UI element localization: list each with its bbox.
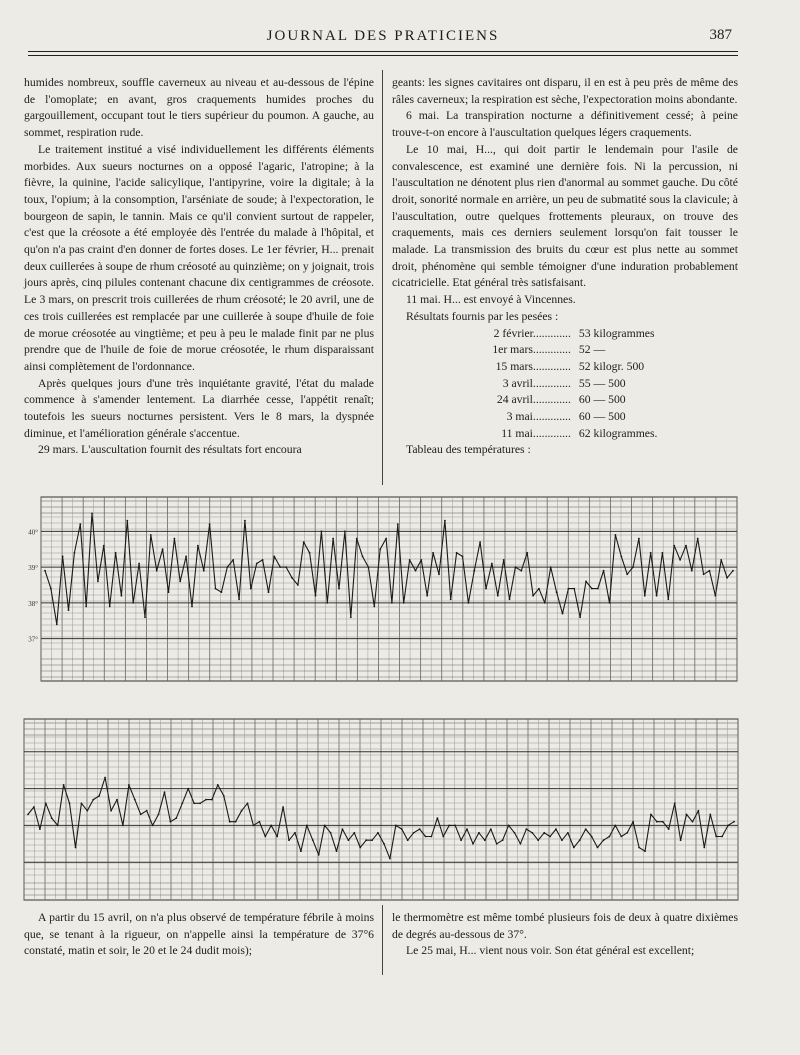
- temperature-point: [456, 552, 458, 554]
- temperature-point: [156, 570, 158, 572]
- temperature-point: [401, 828, 403, 830]
- temperature-point: [179, 581, 181, 583]
- paragraph: Le traitement institué a visé individuellement les différents éléments morbides. Aux sueurs nocturnes on a opposé l'agaric, l'atropine; à la fièvre, la quinine, l'acide salicylique, l'antipyrine, voire la digitale; à la toux, l'opium; à la consomption, l'arséniate de soude; à l'expectoration, le bourgeon de sapin, le tannin. Mais ce qu'il convient surtout de rappeler, c'est que la créosote a été employée dès l'entrée du malade à l'hôpital, et qu'on n'a pas craint d'en donner de fortes doses. Le 1er février, H... prenait deux cuillerées à soupe de rhum créosoté au quinzième; on y joignait, trois jours après, cinq pilules contenant chacune dix centigrammes de créosote. Le 3 mars, on prescrit trois cuillerées de rhum créosoté; le 20 avril, une de ces trois cuillerées est remplacée par une cuillerée à soupe d'huile de foie de morue créosotée au vingtième; et peu à peu le malade finit par ne plus prendre que de l'huile de foie de morue créosotée, le rhum disparaissant ainsi complètement de l'ordonnance.: [24, 142, 374, 373]
- temperature-point: [103, 545, 105, 547]
- temperature-point: [733, 821, 735, 823]
- temperature-point: [466, 828, 468, 830]
- temperature-point: [407, 839, 409, 841]
- temperature-point: [199, 802, 201, 804]
- temperature-point: [356, 538, 358, 540]
- temperature-point: [321, 530, 323, 532]
- temperature-point: [336, 850, 338, 852]
- temperature-point: [515, 566, 517, 568]
- temperature-point: [561, 839, 563, 841]
- temperature-point: [92, 799, 94, 801]
- temperature-point: [403, 602, 405, 604]
- temperature-point: [573, 847, 575, 849]
- weight-date: 2 février.............: [493, 326, 571, 340]
- temperature-point: [543, 832, 545, 834]
- temperature-point: [285, 566, 287, 568]
- temperature-point: [368, 566, 370, 568]
- paragraph: Résultats fournis par les pesées :: [406, 309, 559, 323]
- temperature-point: [306, 825, 308, 827]
- temperature-point: [203, 570, 205, 572]
- temperature-point: [556, 591, 558, 593]
- temperature-point: [223, 795, 225, 797]
- temperature-point: [238, 598, 240, 600]
- temperature-point: [91, 513, 93, 515]
- temperature-point: [562, 613, 564, 615]
- temperature-point: [395, 825, 397, 827]
- temperature-point: [97, 581, 99, 583]
- temperature-point: [397, 523, 399, 525]
- weight-value: 53 kilogrammes: [578, 326, 655, 340]
- temperature-point: [221, 591, 223, 593]
- weight-value: 55 — 500: [578, 376, 626, 390]
- temperature-point: [567, 832, 569, 834]
- temperature-point: [297, 584, 299, 586]
- temperature-chart-1: [28, 495, 739, 683]
- temperature-point: [503, 559, 505, 561]
- temperature-point: [531, 832, 533, 834]
- temperature-point: [638, 847, 640, 849]
- temperature-point: [338, 588, 340, 590]
- temperature-point: [603, 839, 605, 841]
- temperature-point: [57, 825, 59, 827]
- temperature-point: [709, 814, 711, 816]
- temperature-point: [662, 821, 664, 823]
- temperature-point: [45, 802, 47, 804]
- temperature-point: [502, 839, 504, 841]
- temperature-point: [732, 570, 734, 572]
- paragraph: Après quelques jours d'une très inquiétante gravité, l'état du malade commence à s'amender lentement. La diarrhée cesse, l'appétit renaît; toutefois les sueurs nocturnes persistent. Vers le 8 mars, la dyspnée diminue, et l'amélioration générale s'accentue.: [24, 376, 374, 440]
- y-tick-label: 37°: [28, 635, 38, 644]
- temperature-point: [609, 836, 611, 838]
- temperature-point: [509, 598, 511, 600]
- temperature-point: [538, 588, 540, 590]
- temperature-point: [425, 836, 427, 838]
- temperature-point: [520, 570, 522, 572]
- temperature-point: [110, 810, 112, 812]
- weight-row: [392, 342, 738, 359]
- temperature-point: [205, 799, 207, 801]
- temperature-point: [662, 552, 664, 554]
- temperature-point: [673, 545, 675, 547]
- temperature-point: [75, 847, 77, 849]
- temperature-point: [27, 814, 29, 816]
- temperature-point: [79, 523, 81, 525]
- temperature-point: [680, 839, 682, 841]
- temperature-point: [377, 832, 379, 834]
- temperature-point: [473, 570, 475, 572]
- y-tick-label: 40°: [28, 528, 38, 537]
- temperature-point: [63, 784, 65, 786]
- temperature-point: [709, 570, 711, 572]
- temperature-point: [721, 836, 723, 838]
- paragraph: geants: les signes cavitaires ont disparu, il en est à peu près de même des râles caverneux; la respiration est sèche, l'expectoration moins abondante.: [392, 76, 738, 106]
- temperature-point: [276, 836, 278, 838]
- temperature-point: [229, 821, 231, 823]
- temperature-point: [68, 609, 70, 611]
- temperature-point: [579, 616, 581, 618]
- temperature-point: [597, 847, 599, 849]
- temperature-point: [342, 828, 344, 830]
- paragraph: Le 10 mai, H..., qui doit partir le lendemain pour l'asile de convalescence, est examiné une dernière fois. Ni la percussion, ni l'auscultation ne dénotent plus rien d'anormal au sommet gauche. Du côté droit, sonorité normale en arrière, un peu de submatité sous la clavicule; à l'auscultation, outre quelques frottements pleuraux, on trouve des craquements, mais ces derniers seulement lorsqu'on fait tousser le malade. La transmission des bruits du cœur est plus nette au sommet droit, phénomène qui semble témoigner d'une induration probablement cicatricielle. Etat général très satisfaisant.: [392, 142, 738, 290]
- temperature-point: [632, 821, 634, 823]
- weight-row: [392, 376, 738, 393]
- temperature-point: [81, 802, 83, 804]
- temperature-point: [332, 538, 334, 540]
- temperature-point: [383, 843, 385, 845]
- temperature-point: [291, 577, 293, 579]
- temperature-point: [268, 591, 270, 593]
- paragraph: A partir du 15 avril, on n'a plus observé de température fébrile à moins que, se tenant à la rigueur, on n'appelle ainsi la température de 37°6 constaté, matin et soir, le 20 et le 24 dudit mois);: [24, 911, 374, 958]
- temperature-point: [50, 588, 52, 590]
- temperature-point: [138, 563, 140, 565]
- temperature-point: [116, 799, 118, 801]
- temperature-point: [115, 552, 117, 554]
- temperature-point: [211, 799, 213, 801]
- temperature-point: [162, 548, 164, 550]
- temperature-point: [279, 566, 281, 568]
- temperature-point: [365, 839, 367, 841]
- temperature-point: [362, 556, 364, 558]
- temperature-point: [579, 839, 581, 841]
- temperature-point: [62, 556, 64, 558]
- temperature-point: [350, 616, 352, 618]
- temperature-point: [497, 595, 499, 597]
- temperature-point: [491, 563, 493, 565]
- temperature-point: [420, 559, 422, 561]
- paragraph: Le 25 mai, H... vient nous voir. Son état général est excellent;: [406, 944, 695, 958]
- weight-row: [392, 392, 738, 409]
- temperature-point: [726, 577, 728, 579]
- temperature-point: [520, 843, 522, 845]
- temperature-point: [56, 624, 58, 626]
- temperature-point: [158, 814, 160, 816]
- page-header: [28, 22, 738, 52]
- temperature-point: [632, 566, 634, 568]
- temperature-point: [140, 814, 142, 816]
- temperature-chart-2: [20, 717, 740, 902]
- temperature-point: [715, 836, 717, 838]
- weight-value: 62 kilogrammes.: [578, 426, 658, 440]
- weight-row: [392, 426, 738, 443]
- temperature-point: [33, 806, 35, 808]
- temperature-point: [544, 602, 546, 604]
- temperature-point: [650, 814, 652, 816]
- paragraph: le thermomètre est même tombé plusieurs fois de deux à quatre dixièmes de degrés au-dessous de 37°.: [392, 911, 738, 941]
- temperature-point: [294, 832, 296, 834]
- temperature-point: [532, 595, 534, 597]
- temperature-point: [686, 814, 688, 816]
- temperature-point: [409, 559, 411, 561]
- temperature-point: [609, 602, 611, 604]
- y-tick-label: 39°: [28, 564, 38, 573]
- temperature-point: [585, 581, 587, 583]
- temperature-point: [232, 559, 234, 561]
- paragraph: Tableau des températures :: [406, 443, 531, 457]
- temperature-point: [253, 825, 255, 827]
- temperature-point: [247, 802, 249, 804]
- temperature-point: [241, 810, 243, 812]
- temperature-point: [348, 839, 350, 841]
- temperature-point: [727, 825, 729, 827]
- temperature-point: [508, 825, 510, 827]
- temperature-point: [191, 606, 193, 608]
- temperature-point: [478, 832, 480, 834]
- temperature-point: [715, 595, 717, 597]
- temperature-point: [615, 534, 617, 536]
- temperature-point: [391, 602, 393, 604]
- temperature-point: [344, 530, 346, 532]
- header-rule-double: [28, 55, 738, 56]
- temperature-point: [98, 795, 100, 797]
- paragraph: 11 mai. H... est envoyé à Vincennes.: [406, 293, 576, 307]
- temperature-point: [379, 548, 381, 550]
- temperature-point: [282, 806, 284, 808]
- temperature-point: [437, 817, 439, 819]
- temperature-point: [656, 821, 658, 823]
- weight-value: 52 —: [578, 343, 606, 357]
- temperature-point: [250, 588, 252, 590]
- temperature-point: [69, 802, 71, 804]
- temperature-point: [549, 836, 551, 838]
- temperature-point: [626, 573, 628, 575]
- temperature-chart-1-svg: [28, 495, 739, 683]
- temperature-point: [146, 810, 148, 812]
- temperature-point: [150, 534, 152, 536]
- temperature-point: [373, 606, 375, 608]
- temperature-point: [614, 825, 616, 827]
- temperature-point: [288, 839, 290, 841]
- temperature-point: [353, 832, 355, 834]
- journal-title: JOURNAL DES PRATICIENS: [266, 28, 500, 44]
- temperature-point: [259, 821, 261, 823]
- page-number: 387: [709, 27, 732, 43]
- temperature-point: [692, 821, 694, 823]
- temperature-point: [318, 854, 320, 856]
- temperature-point: [181, 802, 183, 804]
- temperature-point: [667, 598, 669, 600]
- temperature-point: [300, 850, 302, 852]
- temperature-point: [215, 588, 217, 590]
- weight-row: [392, 359, 738, 376]
- temperature-point: [326, 602, 328, 604]
- temperature-point: [462, 556, 464, 558]
- temperature-point: [85, 606, 87, 608]
- temperature-point: [448, 825, 450, 827]
- temperature-point: [550, 566, 552, 568]
- temperature-point: [109, 606, 111, 608]
- paragraph: 29 mars. L'auscultation fournit des résultats fort encoura: [38, 443, 302, 457]
- weight-date: 3 mai.............: [506, 410, 571, 424]
- weight-date: 11 mai.............: [501, 426, 571, 440]
- bottom-left-column: [24, 910, 374, 960]
- temperature-point: [185, 556, 187, 558]
- temperature-point: [668, 828, 670, 830]
- temperature-point: [468, 602, 470, 604]
- temperature-point: [703, 573, 705, 575]
- temperature-point: [431, 836, 433, 838]
- temperature-point: [644, 850, 646, 852]
- weights-table: [392, 326, 738, 443]
- temperature-point: [385, 538, 387, 540]
- temperature-point: [472, 843, 474, 845]
- temperature-point: [126, 520, 128, 522]
- temperature-point: [104, 777, 106, 779]
- temperature-point: [264, 836, 266, 838]
- temperature-point: [164, 791, 166, 793]
- temperature-point: [454, 825, 456, 827]
- temperature-point: [44, 570, 46, 572]
- temperature-point: [603, 570, 605, 572]
- temperature-point: [419, 828, 421, 830]
- temperature-point: [644, 595, 646, 597]
- temperature-point: [490, 828, 492, 830]
- temperature-point: [485, 588, 487, 590]
- temperature-point: [496, 843, 498, 845]
- temperature-point: [168, 591, 170, 593]
- temperature-point: [720, 559, 722, 561]
- temperature-point: [537, 839, 539, 841]
- temperature-point: [691, 570, 693, 572]
- weight-value: 60 — 500: [578, 393, 626, 407]
- temperature-point: [226, 566, 228, 568]
- temperature-point: [371, 839, 373, 841]
- temperature-point: [39, 828, 41, 830]
- weight-date: 15 mars.............: [495, 359, 571, 373]
- right-column: [392, 75, 738, 459]
- temperature-point: [526, 828, 528, 830]
- temperature-point: [591, 836, 593, 838]
- weight-date: 24 avril.............: [496, 393, 571, 407]
- temperature-point: [415, 570, 417, 572]
- temperature-point: [698, 810, 700, 812]
- temperature-point: [514, 832, 516, 834]
- temperature-point: [484, 839, 486, 841]
- weight-row: [392, 409, 738, 426]
- temperature-point: [209, 523, 211, 525]
- temperature-point: [128, 784, 130, 786]
- temperature-point: [312, 839, 314, 841]
- temperature-point: [426, 595, 428, 597]
- header-rule: [28, 51, 738, 52]
- y-tick-label: 38°: [28, 599, 38, 608]
- temperature-point: [273, 556, 275, 558]
- temperature-point: [626, 832, 628, 834]
- temperature-point: [134, 799, 136, 801]
- temperature-point: [674, 802, 676, 804]
- temperature-point: [650, 552, 652, 554]
- temperature-point: [697, 538, 699, 540]
- temperature-point: [174, 538, 176, 540]
- bottom-right-column: [392, 910, 738, 960]
- paragraph: humides nombreux, souffle caverneux au niveau et au-dessous de l'épine de l'omoplate; en avant, gros craquements humides proches du gargouillement, occupant tout le tiers supérieur du poumon. A gauche, au sommet, respiration rude.: [24, 76, 374, 140]
- temperature-point: [432, 552, 434, 554]
- temperature-point: [591, 588, 593, 590]
- paragraph: 6 mai. La transpiration nocturne a définitivement cessé; à peine trouve-t-on encore à l'auscultation quelques légers craquements.: [392, 109, 738, 140]
- temperature-point: [152, 825, 154, 827]
- temperature-point: [324, 825, 326, 827]
- temperature-point: [74, 552, 76, 554]
- temperature-point: [359, 847, 361, 849]
- temperature-point: [175, 817, 177, 819]
- temperature-point: [703, 847, 705, 849]
- weight-date: 3 avril.............: [502, 376, 571, 390]
- temperature-point: [303, 541, 305, 543]
- column-divider: [382, 905, 383, 975]
- temperature-point: [132, 602, 134, 604]
- temperature-point: [573, 588, 575, 590]
- temperature-point: [597, 588, 599, 590]
- temperature-point: [438, 573, 440, 575]
- temperature-point: [121, 595, 123, 597]
- temperature-point: [442, 836, 444, 838]
- temperature-point: [620, 836, 622, 838]
- weight-value: 52 kilogr. 500: [578, 359, 645, 373]
- temperature-point: [187, 788, 189, 790]
- temperature-point: [444, 520, 446, 522]
- temperature-point: [262, 559, 264, 561]
- temperature-point: [479, 541, 481, 543]
- temperature-point: [330, 832, 332, 834]
- temperature-point: [197, 545, 199, 547]
- weight-date: 1er mars.............: [492, 343, 571, 357]
- temperature-point: [244, 520, 246, 522]
- temperature-point: [217, 784, 219, 786]
- temperature-point: [86, 810, 88, 812]
- temperature-point: [122, 825, 124, 827]
- temperature-point: [526, 552, 528, 554]
- temperature-point: [450, 598, 452, 600]
- temperature-point: [620, 556, 622, 558]
- temperature-point: [315, 595, 317, 597]
- temperature-point: [309, 552, 311, 554]
- weight-value: 60 — 500: [578, 410, 626, 424]
- temperature-point: [270, 825, 272, 827]
- temperature-point: [256, 563, 258, 565]
- temperature-point: [460, 839, 462, 841]
- temperature-point: [585, 828, 587, 830]
- temperature-point: [638, 538, 640, 540]
- temperature-point: [144, 616, 146, 618]
- left-column: [24, 75, 374, 459]
- temperature-point: [679, 559, 681, 561]
- temperature-point: [555, 828, 557, 830]
- weight-row: [392, 326, 738, 343]
- temperature-point: [193, 802, 195, 804]
- temperature-point: [389, 858, 391, 860]
- temperature-point: [413, 832, 415, 834]
- temperature-point: [656, 595, 658, 597]
- temperature-point: [685, 545, 687, 547]
- temperature-chart-2-svg: [20, 717, 740, 902]
- temperature-point: [568, 588, 570, 590]
- temperature-point: [235, 821, 237, 823]
- temperature-point: [51, 817, 53, 819]
- column-divider: [382, 70, 383, 485]
- temperature-point: [170, 821, 172, 823]
